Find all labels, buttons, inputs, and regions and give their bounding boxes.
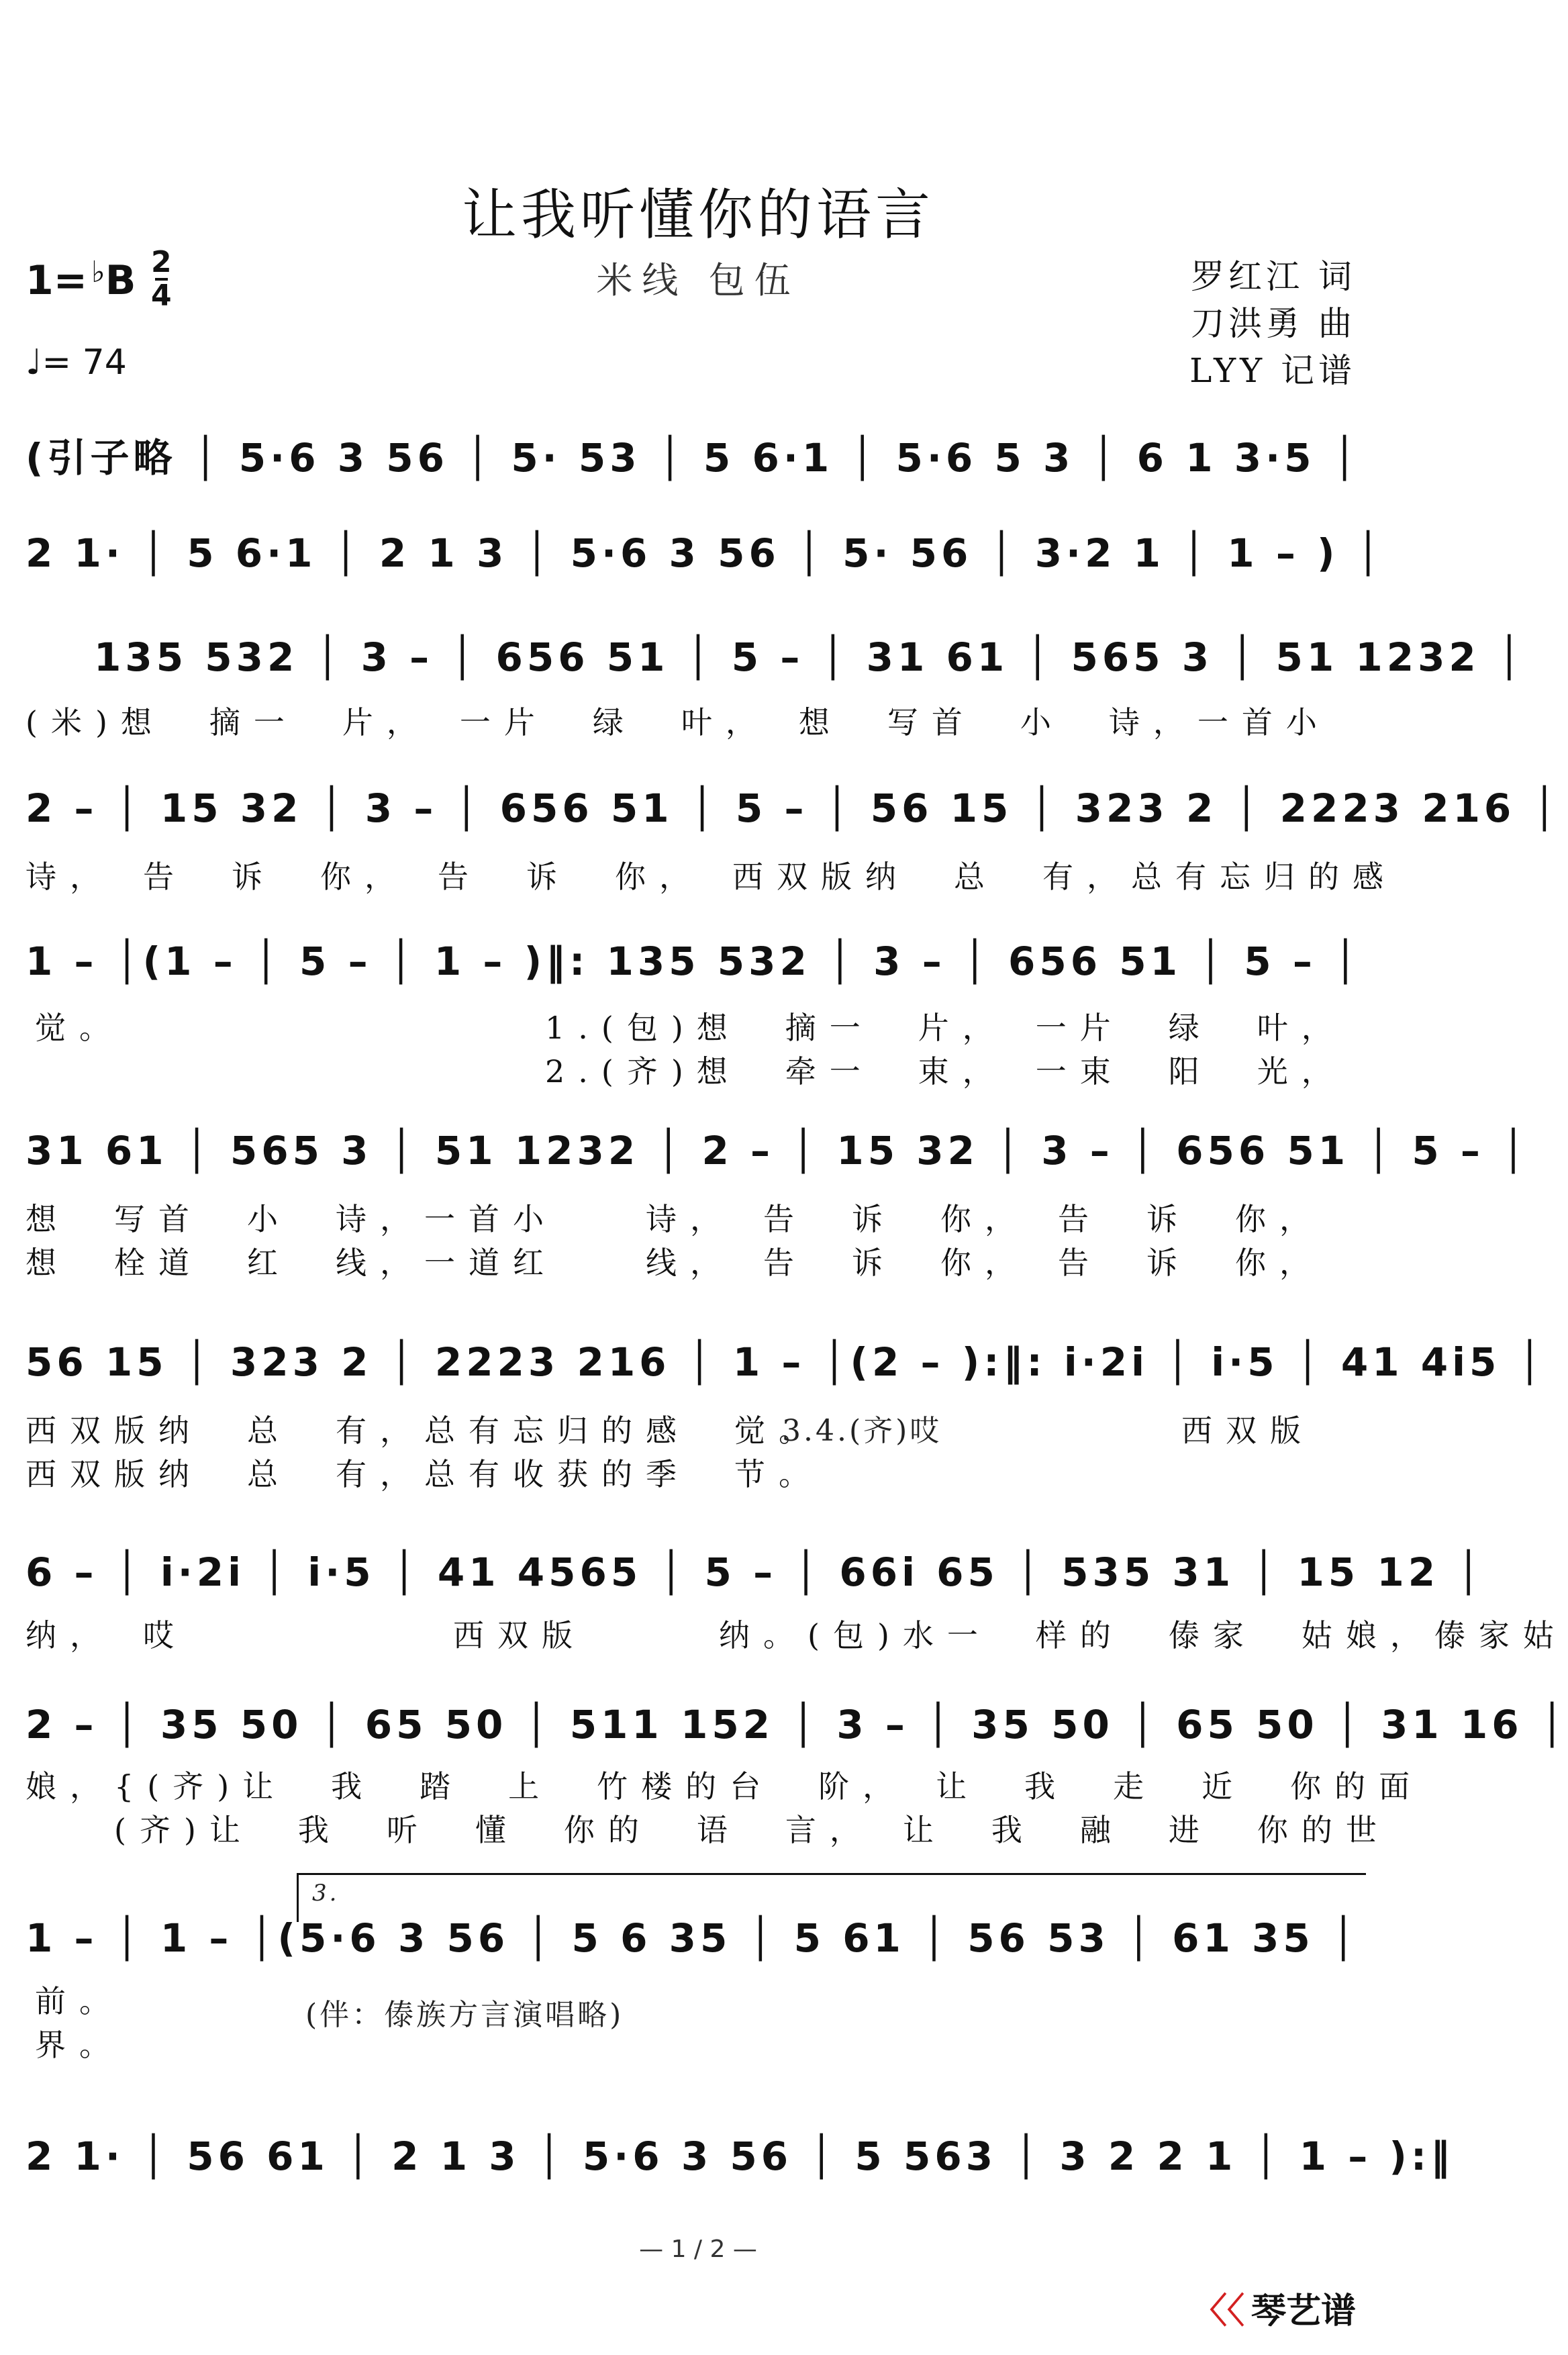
lyrics-system-5-line-1: 觉。 <box>35 1010 124 1046</box>
score-system-5: 1 – │(1 – │ 5 – │ 1 – )‖: 135 532 │ 3 – │ 656 51 │ 5 – │ <box>26 939 1361 984</box>
score-system-2: 2 1· │ 5 6·1 │ 2 1 3 │ 5·6 3 56 │ 5· 56 │ 3·2 1 │ 1 – ) │ <box>26 530 1384 576</box>
page-number: — 1 / 2 — <box>639 2236 757 2263</box>
transcriber-credit: LYY 记谱 <box>1189 351 1356 390</box>
composer-credit: 刀洪勇 曲 <box>1191 304 1356 343</box>
lyrics-system-6-line-2: 想 栓道 红 线，一道红 线， 告 诉 你， 告 诉 你， <box>26 1245 1324 1281</box>
lyrics-system-6-line-1: 想 写首 小 诗，一首小 诗， 告 诉 你， 告 诉 你， <box>26 1201 1324 1237</box>
score-system-6: 31 61 │ 565 3 │ 51 1232 │ 2 – │ 15 32 │ 3 – │ 656 51 │ 5 – │ <box>26 1128 1530 1173</box>
lyrics-system-3-line-1: (米)想 摘一 片， 一片 绿 叶， 想 写首 小 诗，一首小 <box>26 704 1330 740</box>
song-title: 让我听懂你的语言 <box>461 183 934 247</box>
score-system-3: 135 532 │ 3 – │ 656 51 │ 5 – │ 31 61 │ 565 3 │ 51 1232 │ <box>94 634 1525 680</box>
singers: 米线 包伍 <box>596 259 800 301</box>
score-system-8: 6 – │ i·2i │ i·5 │ 41 4565 │ 5 – │ 66i 65 │ 535 31 │ 15 12 │ <box>26 1549 1485 1595</box>
verse-1-lyrics: 1.(包)想 摘一 片， 一片 绿 叶， <box>545 1010 1346 1046</box>
flat-icon: ♭ <box>91 255 105 289</box>
chorus-marker: 3.4.(齐)哎 <box>782 1414 942 1448</box>
lyrics-system-10-line-1: 前。 <box>35 1983 124 2019</box>
lyrics-system-7-line-2: 西双版纳 总 有，总有收获的季 节。 <box>26 1456 823 1492</box>
score-system-10: 1 – │ 1 – │(5·6 3 56 │ 5 6 35 │ 5 61 │ 56 53 │ 61 35 │ <box>26 1915 1359 1961</box>
time-numerator: 2 <box>151 245 172 279</box>
time-denominator: 4 <box>151 279 172 313</box>
time-signature <box>151 247 172 311</box>
lyrics-system-9-line-1: 娘，{(齐)让 我 踏 上 竹楼的台 阶， 让 我 走 近 你的面 <box>26 1768 1424 1805</box>
lyricist-credit: 罗红江 词 <box>1191 257 1356 296</box>
key-note: B <box>105 257 136 304</box>
lyrics-system-8-line-1: 纳， 哎 西双版 纳。(包)水一 样的 傣家 姑娘，傣家姑 <box>26 1617 1567 1653</box>
lyrics-system-10-line-2: 界。 <box>35 2027 124 2063</box>
site-logo <box>1192 2282 1356 2333</box>
key-signature <box>26 255 136 304</box>
score-system-1: (引子略 │ 5·6 3 56 │ 5· 53 │ 5 6·1 │ 5·6 5 3 │ 6 1 3·5 │ <box>26 435 1361 481</box>
score-system-4: 2 – │ 15 32 │ 3 – │ 656 51 │ 5 – │ 56 15 │ 323 2 │ 2223 216 │ <box>26 785 1561 831</box>
key-label: 1= <box>26 257 88 304</box>
lyrics-system-9-line-2: (齐)让 我 听 懂 你的 语 言， 让 我 融 进 你的世 <box>26 1812 1390 1848</box>
tempo-marking: ♩= 74 <box>26 342 127 383</box>
score-system-9: 2 – │ 35 50 │ 65 50 │ 511 152 │ 3 – │ 35 50 │ 65 50 │ 31 16 │ <box>26 1702 1568 1747</box>
verse-2-lyrics: 2.(齐)想 牵一 束， 一束 阳 光， <box>545 1053 1346 1090</box>
accompaniment-note: (伴：傣族方言演唱略) <box>305 1998 624 2032</box>
lyrics-system-7-line-1: 西双版纳 总 有，总有忘归的感 觉。 <box>26 1412 823 1449</box>
logo-text: 琴艺谱 <box>1251 2291 1356 2332</box>
logo-icon: 〈〈 <box>1191 2291 1244 2332</box>
chorus-lyric-tail: 西双版 <box>1181 1412 1314 1449</box>
score-system-11: 2 1· │ 56 61 │ 2 1 3 │ 5·6 3 56 │ 5 563 │ 3 2 2 1 │ 1 – ):‖ <box>26 2133 1455 2179</box>
third-ending-label: 3. <box>312 1880 340 1907</box>
lyrics-system-4-line-1: 诗， 告 诉 你， 告 诉 你， 西双版纳 总 有，总有忘归的感 <box>26 859 1397 895</box>
score-system-7: 56 15 │ 323 2 │ 2223 216 │ 1 – │(2 – ):‖: i·2i │ i·5 │ 41 4i5 │ <box>26 1339 1546 1385</box>
